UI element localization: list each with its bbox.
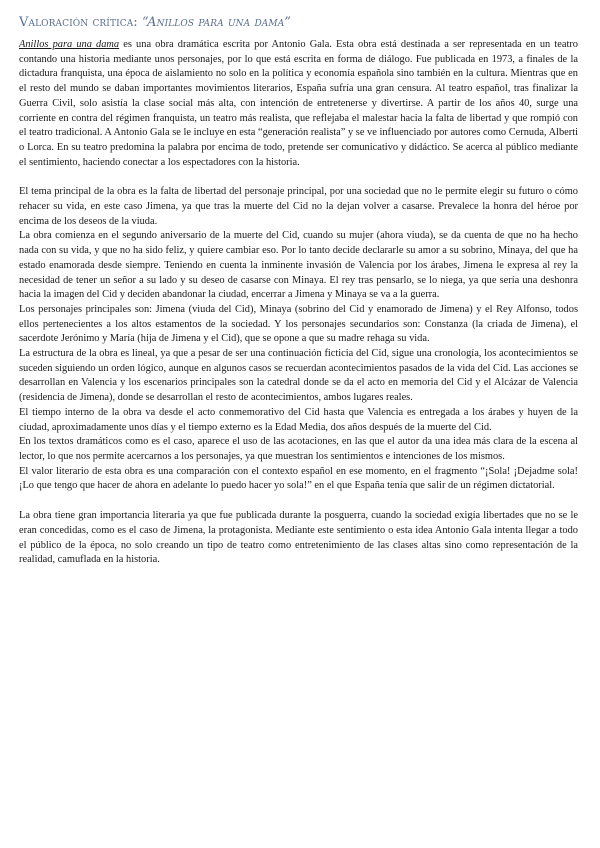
intro-paragraph <box>19 38 578 170</box>
paragraph-gap <box>19 170 578 185</box>
title-work-name: “Anillos para una dama” <box>142 15 292 30</box>
paragraph-gap <box>19 494 578 509</box>
title-prefix: Valoración crítica: <box>19 15 143 30</box>
document-page <box>19 14 578 568</box>
intro-text: es una obra dramática escrita por Antonio Gala. Esta obra está destinada a ser representada en un teatro contando una historia mediante unos personajes, por lo que está escrita en forma de diálogo. Fue publicada en 1973, a finales de la dictadura franquista, una época de aislamiento no solo en la política y economía española sino también en la cultura. Mientras que en el resto del mundo se daban importantes movimientos literarios, España sufría una gran censura. Al teatro español, tras finalizar la Guerra Civil, solo asistía la clase social más alta, con intención de entretenerse y divertirse. A partir de los años 40, surge una corriente en contra del régimen franquista, un teatro más realista, que reflejaba el malestar hacia la falta de libertad y que rompió con el teatro tradicional. A Antonio Gala se le incluye en esta “generación realista” y se ve influenciado por autores como Cernuda, Alberti o Lorca. En su teatro predomina la palabra por encima de todo, pretende ser comunicativo y didáctico. Se acerca al público mediante el sentimiento, haciendo conectar a los espectadores con la historia. <box>19 39 578 168</box>
document-title <box>19 14 578 32</box>
paragraph-characters: Los personajes principales son: Jimena (viuda del Cid), Minaya (sobrino del Cid y enamorado de Jimena) y el Rey Alfonso, todos ellos pertenecientes a los altos estamentos de la sociedad. Y los personajes secundarios son: Constanza (la criada de Jimena), el sacerdote Jerónimo y María (hija de Jimena y el Cid), que se opone a que su madre rehaga su vida. <box>19 303 578 345</box>
paragraph-plot: La obra comienza en el segundo aniversario de la muerte del Cid, cuando su mujer (ahora viuda), se da cuenta de que no ha hecho nada con su vida, y que no ha sido feliz, y quiere cambiar eso. Por lo tanto decide declararle su amor a su sobrino, Minaya, del que ha estado enamorada desde siempre. Teniendo en cuenta la inminente invasión de Valencia por los árabes, Jimena le expresa al rey la necesidad de tener un señor a su lado y su deseo de casarse con Minaya. El rey tras pensarlo, se lo niega, ya que sería una deshonra hacia la imagen del Cid y deciden abandonar la ciudad, encerrar a Jimena y Minaya se va a la guerra. <box>19 230 578 301</box>
paragraph-theme: El tema principal de la obra es la falta de libertad del personaje principal, por una sociedad que no le permite elegir su futuro o cómo rehacer su vida, en este caso Jimena, ya que tras la muerte del Cid no la dejan volver a casarse. Prevalece la honra del héroe por encima de los deseos de la viuda. <box>19 186 578 227</box>
paragraph-time: El tiempo interno de la obra va desde el acto conmemorativo del Cid hasta que Valencia es entregada a los árabes y huyen de la ciudad, aproximadamente unos días y el tiempo externo es la Edad Media, dos años después de la muerte del Cid. <box>19 406 578 433</box>
paragraph-stage-directions: En los textos dramáticos como es el caso, aparece el uso de las acotaciones, en las que el autor da una idea más clara de la escena al lector, lo que nos permite acercarnos a los personajes, ya que muestran los sentimientos e intenciones de los mismos. <box>19 436 578 462</box>
intro-work-name: Anillos para una dama <box>19 39 120 50</box>
paragraph-literary-value: El valor literario de esta obra es una comparación con el contexto español en ese momento, en el fragmento “¡Sola! ¡Dejadme sola! ¡Lo que tengo que hacer de ahora en adelante lo puedo hacer yo sola!” en el que España tenía que salir de un régimen dictatorial. <box>19 465 578 492</box>
closing-paragraph: La obra tiene gran importancia literaria ya que fue publicada durante la posguerra, cuando la sociedad exigía libertades que no se le eran concedidas, como es el caso de Jimena, la protagonista. Mediante este sentimiento o esta idea Antonio Gala intenta llegar a todo el público de la época, no solo creando un tipo de teatro como entretenimiento de las clases altas sino como representación de la realidad, camuflada en la historia. <box>19 510 578 566</box>
paragraph-structure: La estructura de la obra es lineal, ya que a pesar de ser una continuación ficticia del Cid, sigue una cronología, los acontecimientos se suceden siguiendo un orden lógico, aunque en algunos casos se recuerdan acontecimientos pasados de la vida del Cid. Las acciones se desarrollan en Valencia y los escenarios principales son la catedral donde se da el acto en memoria del Cid y el Alcázar de Valencia (residencia de Jimena), donde se desarrollan el resto de acontecimientos, ambos lugares reales. <box>19 348 578 404</box>
